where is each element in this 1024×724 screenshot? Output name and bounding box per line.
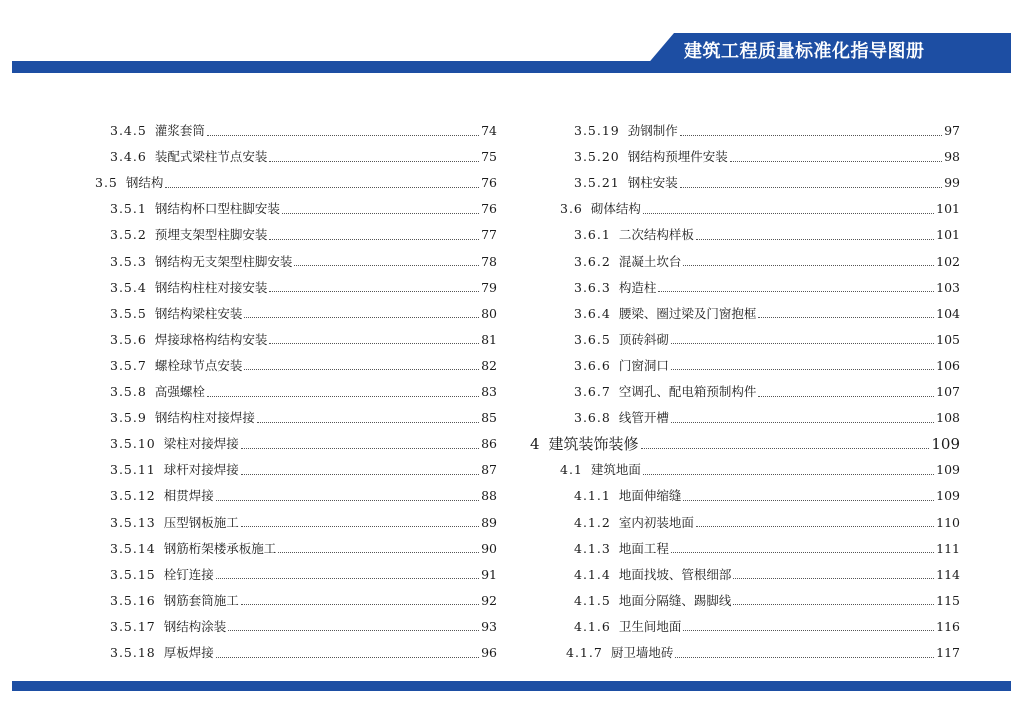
toc-leader-dots: [269, 161, 479, 162]
toc-entry[interactable]: [110, 327, 497, 353]
toc-entry-page: 111: [936, 540, 960, 556]
toc-entry[interactable]: [110, 379, 497, 405]
toc-entry-title: 钢结构梁柱安装: [154, 305, 243, 321]
toc-entry-title: 劲钢制作: [627, 123, 678, 138]
toc-entry[interactable]: [574, 562, 960, 588]
toc-entry-number: 4.1.1: [574, 488, 611, 504]
toc-entry-title: 栓钉连接: [163, 566, 214, 582]
toc-leader-dots: [671, 343, 934, 344]
toc-entry[interactable]: [110, 483, 497, 509]
toc-entry-number: 3.5.3: [110, 253, 147, 269]
toc-entry-title: 砌体结构: [590, 201, 641, 217]
toc-entry-title: 混凝土坎台: [618, 253, 682, 269]
toc-entry[interactable]: [110, 196, 497, 222]
toc-entry-page: 86: [481, 436, 497, 452]
toc-entry-title: 地面找坡、管根细部: [618, 566, 732, 582]
toc-entry[interactable]: [574, 510, 960, 536]
toc-leader-dots: [269, 239, 479, 240]
toc-entry[interactable]: [574, 353, 960, 379]
toc-entry-title: 钢结构: [125, 175, 164, 191]
toc-entry-page: 115: [936, 592, 960, 608]
toc-entry[interactable]: [110, 457, 497, 483]
toc-entry-number: 3.5.1: [110, 201, 147, 217]
toc-entry-page: 90: [481, 540, 497, 556]
toc-entry-page: 103: [936, 279, 960, 295]
toc-entry-title: 地面伸缩缝: [618, 488, 682, 504]
toc-leader-dots: [696, 526, 934, 527]
toc-entry-number: 3.5.20: [574, 149, 620, 165]
toc-entry-title: 压型钢板施工: [163, 514, 239, 530]
toc-entry-page: 88: [481, 488, 497, 504]
toc-entry-page: 105: [936, 331, 960, 347]
toc-leader-dots: [675, 657, 934, 658]
toc-entry-title: 建筑地面: [590, 462, 641, 478]
toc-leader-dots: [216, 578, 479, 579]
toc-entry-title: 相贯焊接: [163, 488, 214, 504]
toc-leader-dots: [683, 630, 934, 631]
toc-entry-title: 构造柱: [618, 279, 657, 295]
toc-entry-page: 81: [481, 331, 497, 347]
toc-entry-page: 97: [944, 123, 960, 138]
toc-entry-number: 3.5.16: [110, 592, 156, 608]
toc-leader-dots: [269, 343, 479, 344]
toc-entry-title: 梁柱对接焊接: [163, 436, 239, 452]
toc-entry-title: 钢结构预埋件安装: [627, 149, 728, 165]
toc-entry[interactable]: [110, 510, 497, 536]
toc-leader-dots: [671, 422, 934, 423]
toc-entry-page: 80: [481, 305, 497, 321]
toc-leader-dots: [228, 630, 479, 631]
toc-leader-dots: [696, 239, 934, 240]
toc-entry-title: 焊接球格构结构安装: [154, 331, 268, 347]
toc-entry[interactable]: [110, 640, 497, 666]
toc-entry[interactable]: [110, 405, 497, 431]
toc-entry[interactable]: [560, 457, 960, 483]
toc-entry-number: 4.1.2: [574, 514, 611, 530]
toc-entry[interactable]: [560, 196, 960, 222]
toc-entry-page: 85: [481, 410, 497, 426]
toc-entry-title: 钢结构涂装: [163, 618, 227, 634]
toc-leader-dots: [641, 448, 930, 449]
toc-entry-page: 116: [936, 618, 960, 634]
toc-entry-number: 3.6.7: [574, 384, 611, 399]
toc-entry[interactable]: [566, 640, 960, 666]
toc-entry-page: 110: [936, 514, 960, 530]
toc-entry[interactable]: [574, 379, 960, 405]
toc-entry-title: 门窗洞口: [618, 357, 669, 373]
toc-entry-page: 91: [481, 566, 497, 582]
toc-entry-page: 104: [936, 305, 960, 321]
toc-entry[interactable]: [574, 405, 960, 431]
toc-entry-number: 3.5.14: [110, 540, 156, 556]
toc-entry-title: 卫生间地面: [618, 618, 682, 634]
toc-leader-dots: [207, 135, 479, 136]
footer-rule: [12, 681, 1011, 691]
toc-leader-dots: [671, 552, 934, 553]
toc-entry-title: 腰梁、圈过梁及门窗抱框: [618, 305, 757, 321]
toc-entry-page: 108: [936, 410, 960, 426]
toc-entry-page: 109: [936, 488, 960, 504]
toc-leader-dots: [269, 291, 479, 292]
toc-entry-number: 3.6.4: [574, 305, 611, 321]
toc-entry-number: 4.1.5: [574, 592, 611, 608]
toc-entry-title: 顶砖斜砌: [618, 331, 669, 347]
toc-entry-number: 3.5.18: [110, 645, 156, 660]
toc-entry[interactable]: [574, 536, 960, 562]
toc-entry[interactable]: [574, 118, 960, 144]
toc-entry[interactable]: [110, 353, 497, 379]
toc-entry-title: 空调孔、配电箱预制构件: [618, 384, 757, 399]
toc-entry-number: 3.6.5: [574, 331, 611, 347]
toc-entry-title: 装配式梁柱节点安装: [154, 149, 268, 165]
toc-entry-number: 3.5.2: [110, 227, 147, 243]
toc-entry-page: 106: [936, 357, 960, 373]
toc-entry-page: 101: [936, 227, 960, 243]
toc-leader-dots: [680, 187, 942, 188]
toc-entry-title: 线管开槽: [618, 410, 669, 426]
toc-entry-title: 钢筋套筒施工: [163, 592, 239, 608]
toc-entry-page: 83: [481, 384, 497, 399]
toc-leader-dots: [207, 396, 479, 397]
toc-leader-dots: [294, 265, 479, 266]
toc-entry-number: 3.5.10: [110, 436, 156, 452]
toc-entry-number: 3.5.13: [110, 514, 156, 530]
toc-entry[interactable]: [574, 483, 960, 509]
toc-entry-title: 厨卫墙地砖: [610, 645, 674, 660]
toc-entry[interactable]: [574, 301, 960, 327]
toc-leader-dots: [216, 500, 479, 501]
toc-entry-page: 101: [936, 201, 960, 217]
toc-leader-dots: [165, 187, 479, 188]
toc-leader-dots: [671, 369, 934, 370]
toc-leader-dots: [244, 317, 479, 318]
toc-entry-title: 钢柱安装: [627, 175, 678, 191]
toc-entry-page: 102: [936, 253, 960, 269]
toc-leader-dots: [680, 135, 942, 136]
toc-entry-number: 3.6: [560, 201, 583, 217]
toc-entry[interactable]: [574, 170, 960, 196]
toc-entry[interactable]: [530, 431, 960, 457]
toc-entry-title: 室内初装地面: [618, 514, 694, 530]
toc-entry-page: 77: [481, 227, 497, 243]
toc-entry-number: 3.4.5: [110, 123, 147, 138]
toc-entry[interactable]: [574, 249, 960, 275]
toc-entry-number: 4.1.4: [574, 566, 611, 582]
toc-entry-title: 灌浆套筒: [154, 123, 205, 138]
toc-entry[interactable]: [574, 327, 960, 353]
toc-entry-number: 3.5.4: [110, 279, 147, 295]
toc-leader-dots: [282, 213, 479, 214]
toc-entry-title: 钢筋桁架楼承板施工: [163, 540, 277, 556]
toc-entry[interactable]: [110, 562, 497, 588]
toc-entry-title: 螺栓球节点安装: [154, 357, 243, 373]
toc-entry-page: 96: [481, 645, 497, 660]
toc-entry-number: 3.6.3: [574, 279, 611, 295]
toc-entry-number: 4.1: [560, 462, 583, 478]
toc-entry[interactable]: [110, 301, 497, 327]
toc-entry-number: 3.5.7: [110, 357, 147, 373]
toc-entry[interactable]: [110, 118, 497, 144]
toc-entry-page: 98: [944, 149, 960, 165]
toc-entry-number: 3.5: [95, 175, 118, 191]
toc-entry-number: 4: [530, 435, 541, 454]
toc-entry-page: 76: [481, 201, 497, 217]
toc-entry[interactable]: [574, 275, 960, 301]
toc-entry[interactable]: [95, 170, 497, 196]
toc-entry-number: 3.5.12: [110, 488, 156, 504]
toc-entry-title: 钢结构柱对接焊接: [154, 410, 255, 426]
toc-leader-dots: [733, 604, 934, 605]
toc-leader-dots: [241, 448, 479, 449]
toc-entry-page: 75: [481, 149, 497, 165]
toc-entry-page: 99: [944, 175, 960, 191]
toc-leader-dots: [241, 474, 479, 475]
toc-leader-dots: [216, 657, 479, 658]
toc-entry-page: 109: [931, 435, 960, 454]
toc-entry-title: 钢结构杯口型柱脚安装: [154, 201, 280, 217]
toc-entry[interactable]: [574, 614, 960, 640]
toc-entry-title: 钢结构柱柱对接安装: [154, 279, 268, 295]
toc-leader-dots: [730, 161, 942, 162]
toc-leader-dots: [643, 474, 934, 475]
toc-entry-page: 92: [481, 592, 497, 608]
toc-entry-number: 3.5.21: [574, 175, 620, 191]
toc-entry-title: 厚板焊接: [163, 645, 214, 660]
toc-entry-title: 高强螺栓: [154, 384, 205, 399]
toc-entry[interactable]: [110, 275, 497, 301]
toc-entry-number: 3.5.6: [110, 331, 147, 347]
toc-entry[interactable]: [574, 144, 960, 170]
toc-entry-page: 107: [936, 384, 960, 399]
toc-leader-dots: [241, 526, 479, 527]
toc-entry-number: 3.5.19: [574, 123, 620, 138]
toc-leader-dots: [643, 213, 934, 214]
toc-entry-page: 79: [481, 279, 497, 295]
toc-entry-number: 3.6.8: [574, 410, 611, 426]
toc-entry-number: 3.6.2: [574, 253, 611, 269]
toc-entry[interactable]: [110, 431, 497, 457]
toc-entry-number: 4.1.6: [574, 618, 611, 634]
toc-entry[interactable]: [110, 536, 497, 562]
toc-entry-page: 89: [481, 514, 497, 530]
toc-entry-page: 78: [481, 253, 497, 269]
toc-entry-title: 球杆对接焊接: [163, 462, 239, 478]
toc-entry-title: 二次结构样板: [618, 227, 694, 243]
toc-entry-page: 114: [936, 566, 960, 582]
toc-entry-title: 预埋支架型柱脚安装: [154, 227, 268, 243]
toc-leader-dots: [244, 369, 479, 370]
toc-entry-number: 3.4.6: [110, 149, 147, 165]
toc-leader-dots: [683, 265, 934, 266]
toc-leader-dots: [758, 317, 934, 318]
toc-entry[interactable]: [574, 588, 960, 614]
toc-entry-number: 3.5.5: [110, 305, 147, 321]
toc-entry-number: 3.5.15: [110, 566, 156, 582]
toc-entry-page: 74: [481, 123, 497, 138]
toc-entry-number: 3.5.11: [110, 462, 156, 478]
page-title: 建筑工程质量标准化指导图册: [684, 41, 925, 62]
toc-leader-dots: [257, 422, 479, 423]
toc-entry-number: 3.6.6: [574, 357, 611, 373]
toc-leader-dots: [278, 552, 479, 553]
toc-leader-dots: [733, 578, 934, 579]
toc-leader-dots: [241, 604, 479, 605]
toc-entry-page: 87: [481, 462, 497, 478]
toc-leader-dots: [658, 291, 934, 292]
toc-entry-number: 3.5.17: [110, 618, 156, 634]
toc-entry[interactable]: [574, 222, 960, 248]
toc-entry[interactable]: [110, 588, 497, 614]
toc-leader-dots: [758, 396, 934, 397]
toc-entry-number: 4.1.3: [574, 540, 611, 556]
toc-entry-title: 地面工程: [618, 540, 669, 556]
toc-entry[interactable]: [110, 614, 497, 640]
toc-entry-title: 地面分隔缝、踢脚线: [618, 592, 732, 608]
toc-entry-title: 钢结构无支架型柱脚安装: [154, 253, 293, 269]
toc-entry-number: 3.5.9: [110, 410, 147, 426]
toc-entry-number: 3.5.8: [110, 384, 147, 399]
toc-entry-page: 76: [481, 175, 497, 191]
toc-leader-dots: [683, 500, 934, 501]
toc-entry-page: 117: [936, 645, 960, 660]
toc-entry-page: 82: [481, 357, 497, 373]
toc-entry[interactable]: [110, 222, 497, 248]
toc-entry-title: 建筑装饰装修: [548, 435, 639, 454]
toc-entry[interactable]: [110, 249, 497, 275]
toc-entry[interactable]: [110, 144, 497, 170]
toc-entry-number: 4.1.7: [566, 645, 603, 660]
toc-entry-number: 3.6.1: [574, 227, 611, 243]
toc-entry-page: 109: [936, 462, 960, 478]
toc-entry-page: 93: [481, 618, 497, 634]
